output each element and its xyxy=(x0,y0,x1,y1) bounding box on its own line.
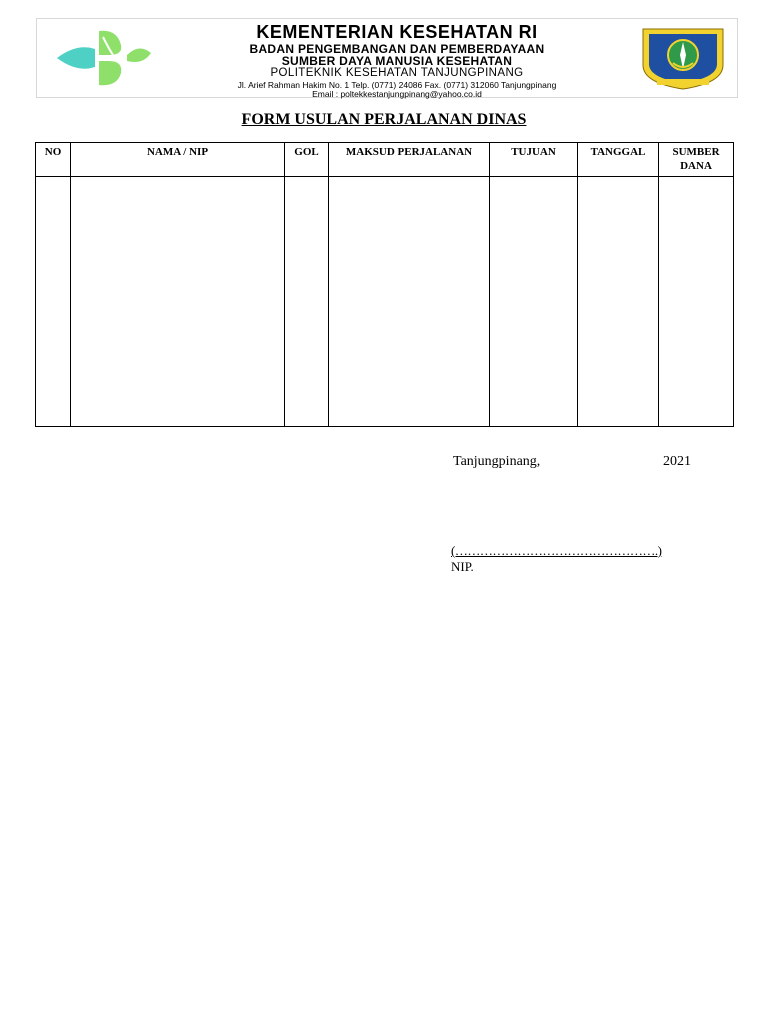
ministry-name: KEMENTERIAN KESEHATAN RI xyxy=(256,22,538,42)
institution-address: Jl. Arief Rahman Hakim No. 1 Telp. (0771) 24086 Fax. (0771) 312060 Tanjungpinang xyxy=(237,79,557,90)
signature-line: (………………………………………….) xyxy=(451,543,662,558)
cell-tujuan xyxy=(490,177,578,427)
provincial-emblem-icon xyxy=(635,25,731,91)
column-header-sumber-dana xyxy=(659,143,734,177)
table-row xyxy=(36,177,734,427)
cell-tanggal xyxy=(578,177,659,427)
cell-nama-nip xyxy=(71,177,285,427)
ministry-of-health-logo-icon xyxy=(47,25,157,91)
institution-name: POLITEKNIK KESEHATAN TANJUNGPINANG xyxy=(270,67,524,79)
column-header-tujuan: TUJUAN xyxy=(490,143,578,177)
letterhead xyxy=(36,18,738,98)
institution-email: Email : poltekkestanjungpinang@yahoo.co.id xyxy=(312,89,482,99)
form-title: FORM USULAN PERJALANAN DINAS xyxy=(241,111,527,128)
nip-label: NIP. xyxy=(451,559,474,574)
cell-sumber-dana xyxy=(659,177,734,427)
travel-proposal-table xyxy=(35,142,734,427)
column-header-nama-nip: NAMA / NIP xyxy=(71,143,285,177)
table-header-row xyxy=(36,143,734,177)
agency-name-line1: BADAN PENGEMBANGAN DAN PEMBERDAYAAN xyxy=(249,42,545,56)
cell-no xyxy=(36,177,71,427)
agency-name-line2: SUMBER DAYA MANUSIA KESEHATAN xyxy=(281,54,513,68)
column-header-maksud-perjalanan: MAKSUD PERJALANAN xyxy=(329,143,490,177)
year-label: 2021 xyxy=(663,454,691,469)
column-header-tanggal: TANGGAL xyxy=(578,143,659,177)
letterhead-text xyxy=(167,23,627,99)
column-header-no: NO xyxy=(36,143,71,177)
column-header-sumber-dana-line2: DANA xyxy=(680,159,712,172)
column-header-sumber-dana-line1: SUMBER xyxy=(672,146,720,158)
cell-gol xyxy=(285,177,329,427)
cell-maksud-perjalanan xyxy=(329,177,490,427)
place-label: Tanjungpinang, xyxy=(453,454,541,469)
column-header-gol: GOL xyxy=(285,143,329,177)
